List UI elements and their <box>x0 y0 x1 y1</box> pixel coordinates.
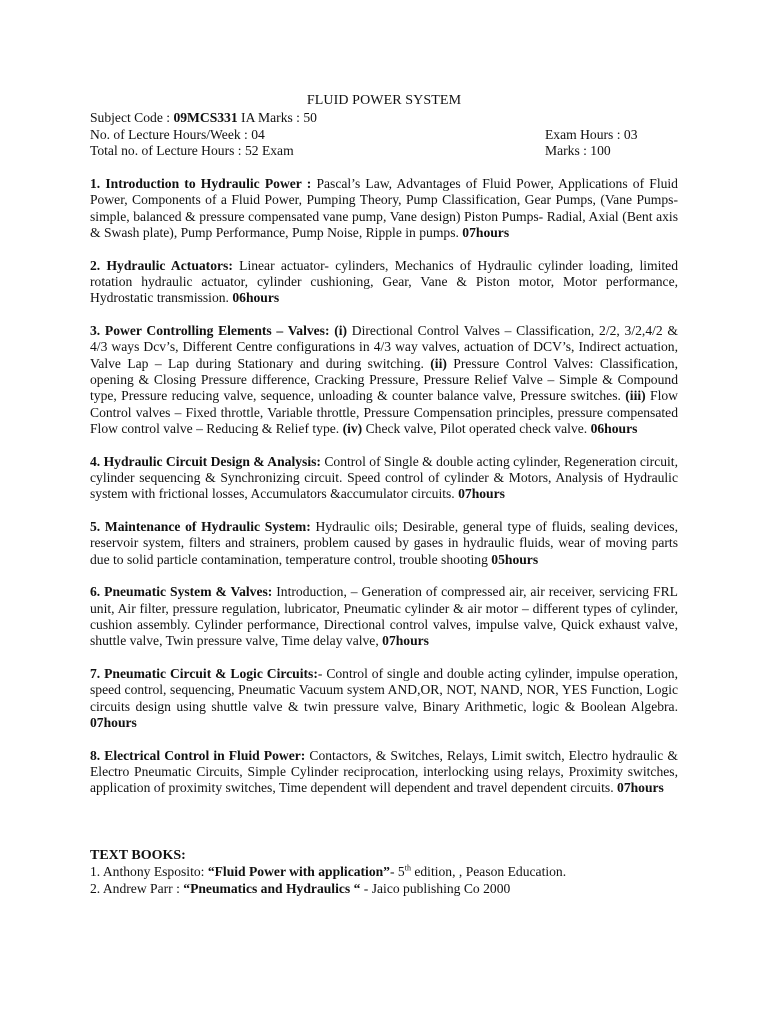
section-text: Control of Single & double acting cylinder, Regeneration circuit, cylinder sequencing & Synchronizing circuit. Speed control of cylinder & Motors, Analysis of Hydraulic system with frictional losses, Accumulators &accumulator circuits. <box>90 453 678 502</box>
text-book-item <box>90 881 690 897</box>
section-3 <box>90 323 678 437</box>
section-8 <box>90 748 678 797</box>
section-heading: 7. Pneumatic Circuit & Logic Circuits: <box>90 666 318 682</box>
section-1 <box>90 176 678 241</box>
exam-hours: Exam Hours : 03 <box>545 126 638 142</box>
section-emphasis: (iii) <box>625 388 651 404</box>
header-line-subject-code <box>90 110 690 127</box>
section-heading: 8. Electrical Control in Fluid Power: <box>90 747 310 763</box>
document-title: FLUID POWER SYSTEM <box>306 93 462 108</box>
section-text: Introduction, – Generation of compressed air, air receiver, servicing FRL unit, Air filter, pressure regulation, lubricator, Pneumatic cylinder & air motor – different types of cylinder, cushion assembly. Cylinder performance, Directional control valves, impulse valve, Quick exhaust valve, shuttle valve, Twin pressure valve, Time delay valve, <box>90 584 678 649</box>
section-4 <box>90 454 678 503</box>
section-emphasis: 07hours <box>90 715 137 731</box>
section-heading: 4. Hydraulic Circuit Design & Analysis: <box>90 453 325 469</box>
header-line-lecture-hours <box>90 127 690 144</box>
section-text: Hydraulic oils; Desirable, general type of fluids, sealing devices, reservoir system, filters and strainers, problem caused by gases in hydraulic fluids, wear of moving parts due to solid particle contamination, temperature control, trouble shooting <box>90 519 678 567</box>
exam-marks: Marks : 100 <box>545 143 611 158</box>
section-text: Pressure Control Valves: Classification, opening & Closing Pressure difference, Cracking Pressure, Pressure Relief Valve – Simple & Compound type, Pressure reducing valve, sequence, unloading & counter balance valve, Pressure switches. <box>90 355 678 404</box>
section-text: Linear actuator- cylinders, Mechanics of Hydraulic cylinder loading, limited rotation hydraulic actuator, cylinder cushioning, Gear, Vane & Piston motor, Motor performance, Hydrostatic transmission. <box>90 257 678 306</box>
section-text: Directional Control Valves – Classification, 2/2, 3/2,4/2 & 4/3 ways Dcv’s, Different Centre configurations in 4/3 way valves, actuation of DCV’s, Indirect actuation, Valve Lap – Lap during Stationary and during switching. <box>90 323 678 371</box>
text-book-edition: - Jaico publishing Co 2000 <box>360 880 511 896</box>
header-line-total-hours <box>90 143 690 160</box>
subject-code-value: 09MCS331 <box>173 110 238 125</box>
section-text: Pascal’s Law, Advantages of Fluid Power, Applications of Fluid Power, Components of a Fluid Power, Pumping Theory, Pump Classification, Gear Pumps, (Vane Pumps-simple, balanced & pressure compensated vane pump, Vane design) Piston Pumps- Radial, Axial (Bent axis & Swash plate), Pump Performance, Pump Noise, Ripple in pumps. <box>90 176 678 240</box>
text-book-edition: - 5 <box>389 864 405 880</box>
lecture-hours-week: No. of Lecture Hours/Week : 04 <box>90 126 265 142</box>
edition-superscript: th <box>404 863 411 873</box>
section-emphasis: 05hours <box>491 551 539 567</box>
section-text: Check valve, Pilot operated check valve. <box>365 420 591 436</box>
section-emphasis: (i) <box>334 323 352 339</box>
text-book-publisher: edition, , Peason Education. <box>410 864 567 880</box>
section-emphasis: (iv) <box>342 420 366 436</box>
section-emphasis: (ii) <box>430 355 454 371</box>
section-5 <box>90 519 678 568</box>
section-emphasis: 07hours <box>462 224 510 240</box>
ia-marks-text: IA Marks : 50 <box>237 110 317 125</box>
text-book-title: “Fluid Power with application” <box>207 864 390 880</box>
total-lecture-hours: Total no. of Lecture Hours : 52 Exam <box>90 143 294 158</box>
section-text: Flow Control valves – Fixed throttle, Variable throttle, Pressure Compensation principles, pressure compensated Flow control valve – Reducing & Relief type. <box>90 388 678 436</box>
section-heading: 2. Hydraulic Actuators: <box>90 257 240 273</box>
text-books-title: TEXT BOOKS: <box>90 848 186 863</box>
section-heading: 6. Pneumatic System & Valves: <box>90 584 277 600</box>
section-emphasis: 06hours <box>590 420 638 436</box>
text-book-author: 2. Andrew Parr : <box>90 880 184 896</box>
section-6 <box>90 584 678 649</box>
text-books <box>90 848 690 897</box>
section-emphasis: 07hours <box>382 633 429 649</box>
section-emphasis: 07hours <box>617 780 664 796</box>
syllabus-sections <box>90 176 678 813</box>
section-emphasis: 07hours <box>458 486 505 502</box>
text-book-item <box>90 864 690 880</box>
section-text: - Control of single and double acting cylinder, impulse operation, speed control, sequencing, Pneumatic Vacuum system AND,OR, NOT, NAND, NOR, YES Function, Logic circuits design using shuttle valve & twin pressure valve, Binary Arithmetic, logic & Boolean Algebra. <box>90 666 678 714</box>
section-emphasis: 06hours <box>232 290 280 306</box>
section-7 <box>90 666 678 731</box>
section-heading: 3. Power Controlling Elements – Valves: <box>90 323 335 339</box>
section-heading: 1. Introduction to Hydraulic Power : <box>90 176 317 191</box>
section-text: Contactors, & Switches, Relays, Limit switch, Electro hydraulic & Electro Pneumatic Circuits, Simple Cylinder reciprocation, interlocking using relays, Proximity switches, application of proximity switches, Time dependent will dependent and travel dependent circuits. <box>90 747 678 796</box>
subject-code-label: Subject Code : <box>90 110 174 125</box>
text-book-title: “Pneumatics and Hydraulics “ <box>183 880 361 896</box>
section-2 <box>90 258 678 307</box>
text-book-author: 1. Anthony Esposito: <box>90 864 208 880</box>
text-books-list <box>90 864 690 897</box>
section-heading: 5. Maintenance of Hydraulic System: <box>90 519 316 535</box>
